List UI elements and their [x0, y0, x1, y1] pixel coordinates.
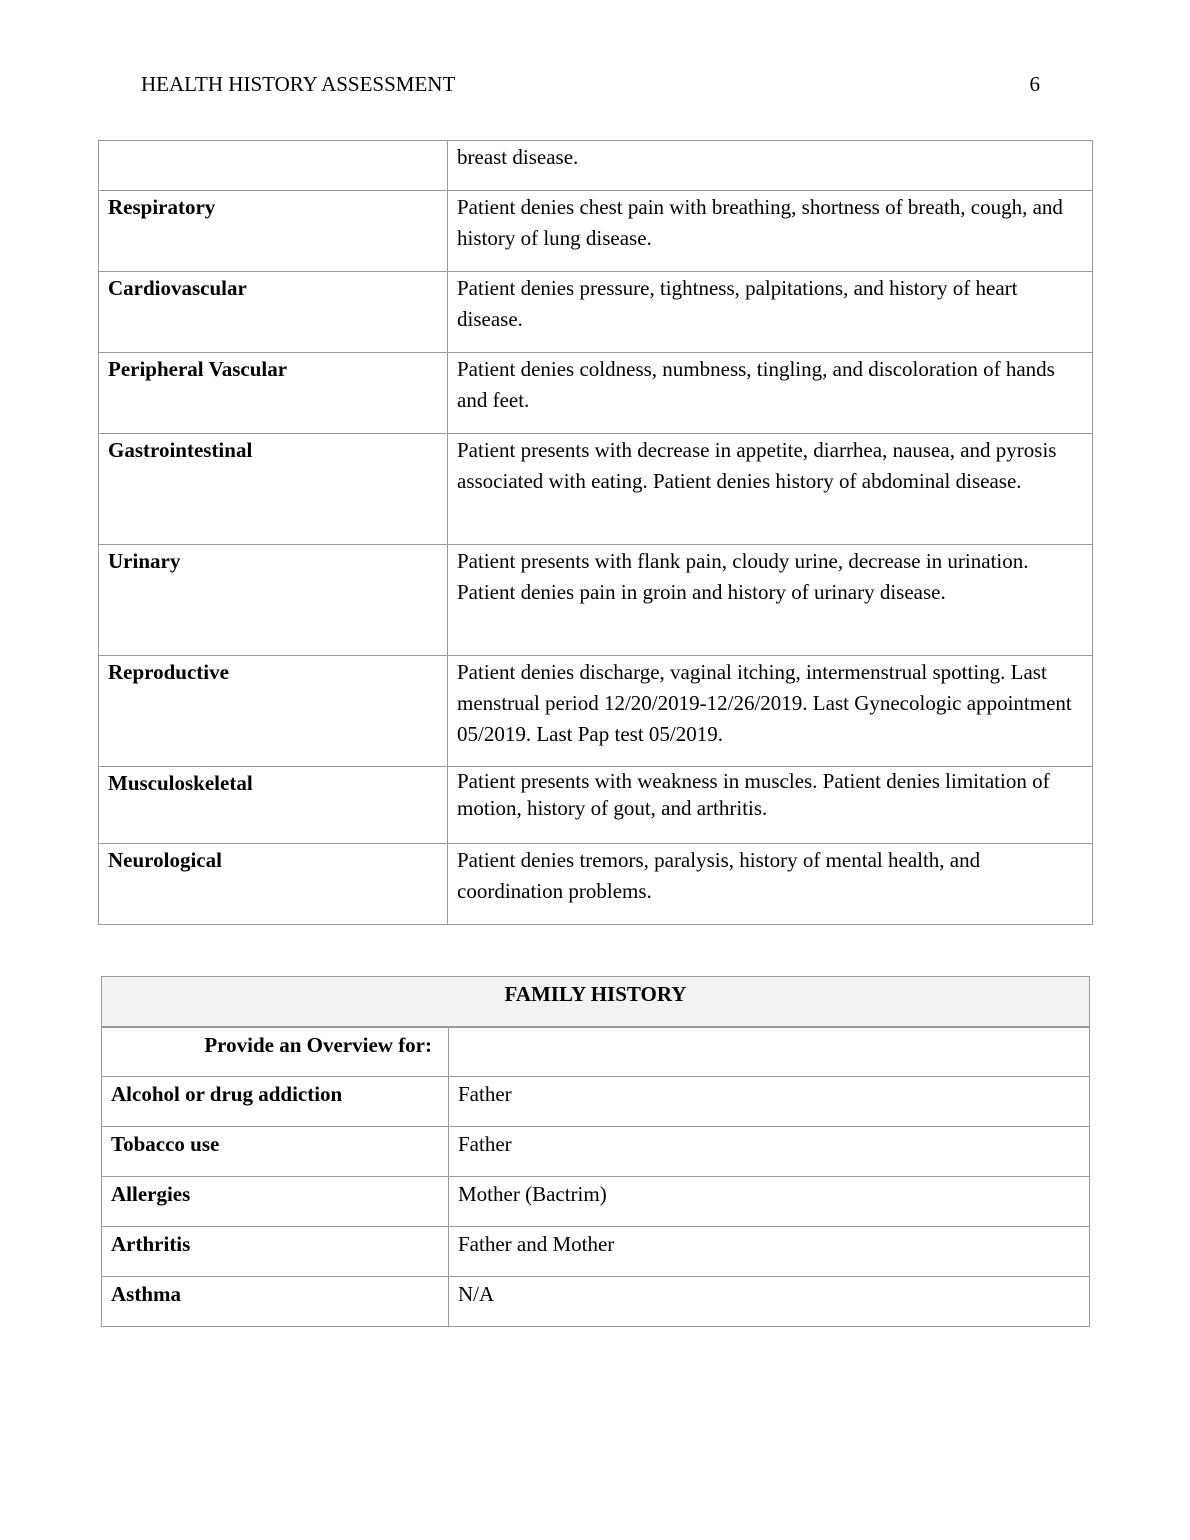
family-history-heading: FAMILY HISTORY	[102, 977, 1090, 1027]
system-label: Reproductive	[99, 656, 448, 767]
system-finding: Patient denies chest pain with breathing, shortness of breath, cough, and history of lung disease.	[448, 191, 1093, 272]
condition-label: Allergies	[102, 1177, 449, 1227]
table-row	[102, 1077, 1090, 1127]
condition-relative: Father	[449, 1127, 1090, 1177]
table-row	[102, 1177, 1090, 1227]
condition-label: Alcohol or drug addiction	[102, 1077, 449, 1127]
system-label: Neurological	[99, 844, 448, 925]
document-title: HEALTH HISTORY ASSESSMENT	[141, 72, 456, 96]
condition-relative: Father	[449, 1077, 1090, 1127]
system-finding: Patient denies coldness, numbness, tingling, and discoloration of hands and feet.	[448, 353, 1093, 434]
system-label	[99, 141, 448, 191]
page-number: 6	[1029, 72, 1040, 96]
system-finding: Patient denies discharge, vaginal itching, intermenstrual spotting. Last menstrual period 12/20/2019-12/26/2019. Last Gynecologic appointment 05/2019. Last Pap test 05/2019.	[448, 656, 1093, 767]
table-row	[102, 1227, 1090, 1277]
condition-label: Asthma	[102, 1277, 449, 1327]
table-row	[99, 767, 1093, 844]
table-row	[102, 1277, 1090, 1327]
table-header-row	[102, 977, 1090, 1027]
condition-label: Arthritis	[102, 1227, 449, 1277]
overview-value	[449, 1027, 1090, 1077]
table-row	[99, 656, 1093, 767]
table-row	[102, 1027, 1090, 1077]
table-row	[99, 191, 1093, 272]
condition-relative: Mother (Bactrim)	[449, 1177, 1090, 1227]
system-label: Peripheral Vascular	[99, 353, 448, 434]
system-finding: Patient denies tremors, paralysis, history of mental health, and coordination problems.	[448, 844, 1093, 925]
system-label: Cardiovascular	[99, 272, 448, 353]
review-of-systems-table	[98, 140, 1093, 925]
system-label: Respiratory	[99, 191, 448, 272]
table-row	[99, 353, 1093, 434]
condition-relative: N/A	[449, 1277, 1090, 1327]
condition-relative: Father and Mother	[449, 1227, 1090, 1277]
overview-label: Provide an Overview for:	[102, 1027, 449, 1077]
system-label: Musculoskeletal	[99, 767, 448, 844]
condition-label: Tobacco use	[102, 1127, 449, 1177]
table-row	[99, 272, 1093, 353]
table-row	[99, 844, 1093, 925]
system-finding: breast disease.	[448, 141, 1093, 191]
table-row	[102, 1127, 1090, 1177]
family-history-table	[101, 976, 1090, 1327]
system-finding: Patient presents with flank pain, cloudy urine, decrease in urination. Patient denies pain in groin and history of urinary disease.	[448, 545, 1093, 656]
table-row	[99, 141, 1093, 191]
table-row	[99, 434, 1093, 545]
system-finding: Patient presents with weakness in muscles. Patient denies limitation of motion, history of gout, and arthritis.	[448, 767, 1093, 844]
system-label: Gastrointestinal	[99, 434, 448, 545]
system-finding: Patient denies pressure, tightness, palpitations, and history of heart disease.	[448, 272, 1093, 353]
system-finding: Patient presents with decrease in appetite, diarrhea, nausea, and pyrosis associated with eating. Patient denies history of abdominal disease.	[448, 434, 1093, 545]
table-row	[99, 545, 1093, 656]
system-label: Urinary	[99, 545, 448, 656]
